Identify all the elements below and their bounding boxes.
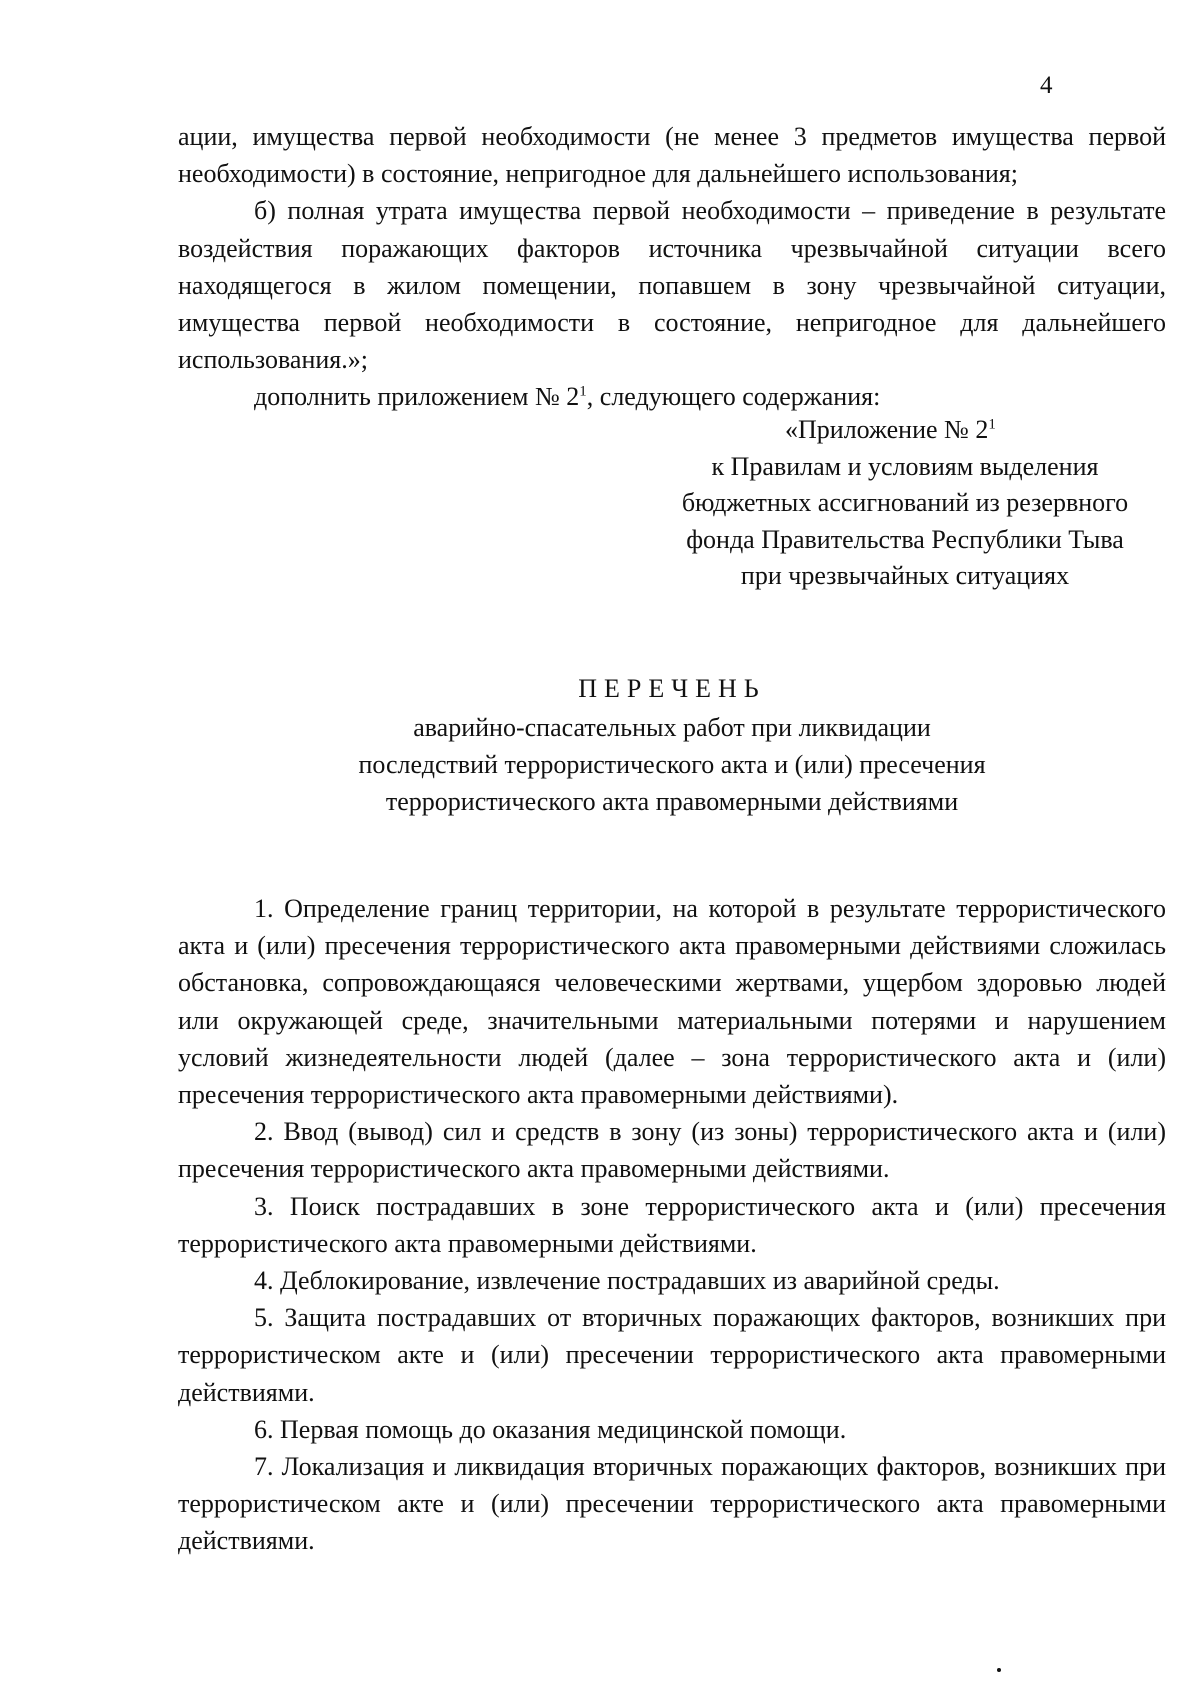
appendix-line-4: фонда Правительства Республики Тыва	[686, 524, 1124, 554]
appendix-line-3: бюджетных ассигнований из резервного	[681, 488, 1129, 517]
list-item-2: 2. Ввод (вывод) сил и средств в зону (из зоны) террористического акта и (или) пресечения террористического акта правомерными действиями.	[178, 1117, 1166, 1184]
appendix-heading	[645, 412, 1165, 595]
intro-paragraph-1: ации, имущества первой необходимости (не менее 3 предметов имущества первой необходимости) в состояние, непригодное для дальнейшего использования;	[178, 122, 1166, 189]
intro-paragraph-3	[178, 378, 1166, 415]
intro-paragraph-3-tail: , следующего содержания:	[586, 382, 881, 412]
title-line-1: аварийно-спасательных работ при ликвидации	[413, 713, 931, 742]
appendix-line-1-text: «Приложение № 2	[785, 415, 989, 444]
intro-paragraph-3-text: дополнить приложением № 2	[254, 382, 580, 412]
list-item-6: 6. Первая помощь до оказания медицинской помощи.	[254, 1414, 847, 1444]
scan-dot-mark	[997, 1668, 1001, 1672]
appendix-line-1-superscript: 1	[988, 416, 996, 433]
intro-paragraph-2: б) полная утрата имущества первой необходимости – приведение в результате воздействия поражающих факторов источника чрезвычайной ситуации всего находящегося в жилом помещении, попавшем в зону чрезвычайной ситуации, имущества первой необходимости в состояние, непригодное для дальнейшего использования.»;	[178, 196, 1166, 375]
items-list	[178, 890, 1166, 1560]
intro-text	[178, 118, 1166, 416]
list-item-4: 4. Деблокирование, извлечение пострадавших из аварийной среды.	[254, 1266, 1000, 1296]
list-item-5: 5. Защита пострадавших от вторичных поражающих факторов, возникших при террористическом акте и (или) пресечении террористического акта правомерными действиями.	[178, 1303, 1166, 1407]
list-item-1: 1. Определение границ территории, на которой в результате террористического акта и (или) пресечения террористического акта правомерными действиями сложилась обстановка, сопровождающаяся человеческими жертвами, ущербом здоровью людей или окружающей среде, значительными материальными потерями и нарушением условий жизнедеятельности людей (далее – зона террористического акта и (или) пресечения террористического акта правомерными действиями).	[178, 894, 1166, 1110]
appendix-line-5: при чрезвычайных ситуациях	[740, 561, 1070, 590]
page-number: 4	[1040, 72, 1053, 99]
intro-paragraph-3-superscript: 1	[579, 383, 587, 400]
title-main: ПЕРЕЧЕНЬ	[578, 674, 766, 703]
list-item-7: 7. Локализация и ликвидация вторичных поражающих факторов, возникших при террористическом акте и (или) пресечении террористического акта правомерными действиями.	[178, 1452, 1166, 1556]
title-line-2: последствий террористического акта и (или) пресечения	[358, 750, 986, 779]
document-title	[178, 670, 1166, 820]
appendix-line-1	[645, 412, 1165, 449]
list-item-3: 3. Поиск пострадавших в зоне террористического акта и (или) пресечения террористического акта правомерными действиями.	[178, 1191, 1166, 1258]
appendix-line-2: к Правилам и условиям выделения	[711, 451, 1099, 481]
title-line-3: террористического акта правомерными действиями	[385, 787, 959, 816]
